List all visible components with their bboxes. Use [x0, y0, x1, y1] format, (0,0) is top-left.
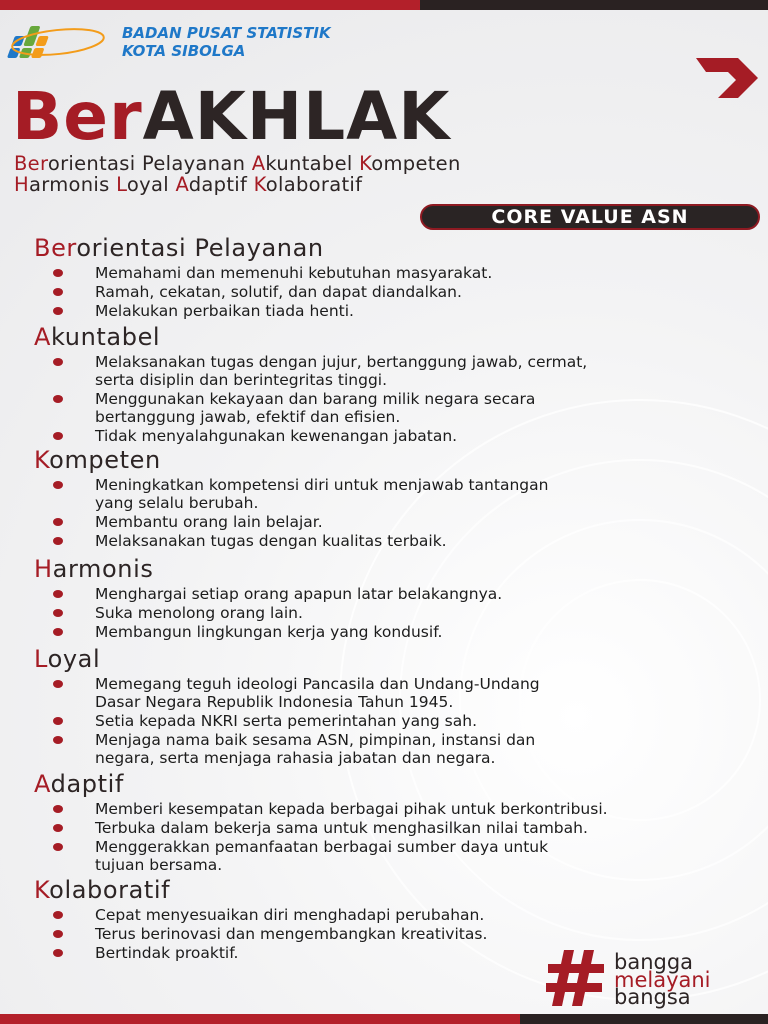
value-items [34, 476, 754, 550]
value-heading-initial: A [34, 323, 52, 351]
value-heading-rest: armonis [52, 555, 154, 583]
list-item-text: Menggunakan kekayaan dan barang milik negara secara bertanggung jawab, efektif dan efisien. [95, 390, 536, 426]
footer-word-bangga: bangga [614, 950, 694, 974]
value-heading-initial: Ber [34, 234, 77, 262]
value-section [34, 323, 754, 446]
value-heading-initial: K [34, 876, 50, 904]
bullet-icon [53, 288, 63, 296]
bullet-icon [53, 949, 63, 957]
bangga-melayani-bangsa-logo [546, 950, 761, 1009]
bullet-icon [53, 307, 63, 315]
org-line-1: BADAN PUSAT STATISTIK [122, 24, 331, 42]
expansion-initial: Ber [14, 152, 48, 175]
list-item [34, 264, 754, 282]
expansion-word: armonis [28, 173, 117, 196]
list-item-text: Tidak menyalahgunakan kewenangan jabatan. [95, 427, 458, 445]
list-item [34, 353, 754, 389]
value-items [34, 264, 754, 320]
hashtag-icon [546, 950, 608, 1006]
expansion-word: orientasi Pelayanan [47, 152, 252, 175]
list-item [34, 585, 754, 603]
list-item [34, 906, 754, 924]
value-section [34, 446, 754, 551]
bullet-icon [53, 843, 63, 851]
organization-name [122, 24, 331, 60]
value-heading-initial: A [34, 770, 51, 798]
org-line-2: KOTA SIBOLGA [122, 42, 246, 60]
list-item-text: Melakukan perbaikan tiada henti. [95, 302, 354, 320]
value-heading-rest: olaboratif [49, 876, 171, 904]
value-heading [34, 876, 754, 904]
list-item-text: Meningkatkan kompetensi diri untuk menjawab tantangan yang selalu berubah. [95, 476, 549, 512]
bottom-color-bar [0, 1014, 768, 1024]
bullet-icon [53, 537, 63, 545]
value-heading [34, 234, 754, 262]
value-heading-initial: K [34, 446, 50, 474]
list-item [34, 675, 754, 711]
value-heading-rest: orientasi Pelayanan [76, 234, 324, 262]
value-heading [34, 645, 754, 673]
value-items [34, 353, 754, 445]
bullet-icon [53, 628, 63, 636]
value-heading-rest: oyal [47, 645, 101, 673]
expansion-word: oyal [126, 173, 176, 196]
list-item-text: Terus berinovasi dan mengembangkan kreativitas. [95, 925, 488, 943]
list-item [34, 427, 754, 445]
bullet-icon [53, 609, 63, 617]
value-items [34, 675, 754, 767]
expansion-initial: K [253, 173, 266, 196]
value-items [34, 585, 754, 641]
value-section [34, 645, 754, 768]
list-item [34, 838, 754, 874]
bullet-icon [53, 432, 63, 440]
title-akhlak: AKHLAK [142, 78, 451, 155]
chevron-arrow-icon [688, 58, 758, 98]
list-item [34, 390, 754, 426]
list-item-text: Membantu orang lain belajar. [95, 513, 323, 531]
bullet-icon [53, 736, 63, 744]
bullet-icon [53, 358, 63, 366]
list-item-text: Melaksanakan tugas dengan kualitas terbaik. [95, 532, 447, 550]
bullet-icon [53, 269, 63, 277]
core-value-badge: CORE VALUE ASN [420, 204, 760, 230]
list-item-text: Memegang teguh ideologi Pancasila dan Undang-Undang Dasar Negara Republik Indonesia Tahun 1945. [95, 675, 540, 711]
acronym-expansion-line-1 [14, 153, 461, 175]
list-item-text: Cepat menyesuaikan diri menghadapi perubahan. [95, 906, 485, 924]
acronym-expansion-line-2 [14, 174, 362, 196]
expansion-word: ompeten [371, 152, 461, 175]
list-item [34, 513, 754, 531]
list-item [34, 925, 754, 943]
list-item-text: Setia kepada NKRI serta pemerintahan yang sah. [95, 712, 478, 730]
bullet-icon [53, 590, 63, 598]
expansion-word: olaboratif [265, 173, 363, 196]
bullet-icon [53, 395, 63, 403]
value-items [34, 800, 754, 874]
value-heading-initial: H [34, 555, 53, 583]
value-section [34, 234, 754, 321]
bullet-icon [53, 805, 63, 813]
value-section [34, 770, 754, 875]
title-ber: Ber [12, 78, 143, 155]
list-item-text: Bertindak proaktif. [95, 944, 239, 962]
list-item [34, 800, 754, 818]
value-heading-rest: ompeten [49, 446, 161, 474]
main-title [12, 78, 451, 155]
list-item-text: Terbuka dalam bekerja sama untuk menghasilkan nilai tambah. [95, 819, 588, 837]
list-item-text: Membangun lingkungan kerja yang kondusif. [95, 623, 443, 641]
value-heading-rest: kuntabel [51, 323, 161, 351]
value-heading-rest: daptif [50, 770, 124, 798]
bullet-icon [53, 824, 63, 832]
list-item [34, 604, 754, 622]
value-heading-initial: L [34, 645, 48, 673]
bullet-icon [53, 717, 63, 725]
list-item-text: Suka menolong orang lain. [95, 604, 303, 622]
footer-word-melayani: melayani [614, 968, 711, 992]
list-item [34, 302, 754, 320]
list-item [34, 712, 754, 730]
list-item [34, 532, 754, 550]
footer-word-bangsa: bangsa [614, 985, 691, 1009]
value-heading [34, 323, 754, 351]
bps-logo [6, 22, 106, 62]
list-item-text: Melaksanakan tugas dengan jujur, bertanggung jawab, cermat, serta disiplin dan berintegritas tinggi. [95, 353, 588, 389]
value-heading [34, 446, 754, 474]
bullet-icon [53, 911, 63, 919]
expansion-initial: L [116, 173, 127, 196]
list-item [34, 283, 754, 301]
bullet-icon [53, 481, 63, 489]
expansion-initial: H [14, 173, 29, 196]
bullet-icon [53, 518, 63, 526]
list-item [34, 731, 754, 767]
list-item-text: Ramah, cekatan, solutif, dan dapat diandalkan. [95, 283, 462, 301]
expansion-initial: A [175, 173, 189, 196]
value-section [34, 555, 754, 642]
bullet-icon [53, 930, 63, 938]
list-item [34, 819, 754, 837]
expansion-word: kuntabel [265, 152, 360, 175]
list-item-text: Menghargai setiap orang apapun latar belakangnya. [95, 585, 503, 603]
expansion-word: daptif [188, 173, 254, 196]
expansion-initial: A [251, 152, 266, 175]
list-item-text: Menggerakkan pemanfaatan berbagai sumber daya untuk tujuan bersama. [95, 838, 549, 874]
list-item-text: Memberi kesempatan kepada berbagai pihak untuk berkontribusi. [95, 800, 608, 818]
expansion-initial: K [359, 152, 372, 175]
value-heading [34, 555, 754, 583]
list-item-text: Menjaga nama baik sesama ASN, pimpinan, instansi dan negara, serta menjaga rahasia jabatan dan negara. [95, 731, 536, 767]
list-item-text: Memahami dan memenuhi kebutuhan masyarakat. [95, 264, 493, 282]
bullet-icon [53, 680, 63, 688]
list-item [34, 476, 754, 512]
value-heading [34, 770, 754, 798]
list-item [34, 623, 754, 641]
